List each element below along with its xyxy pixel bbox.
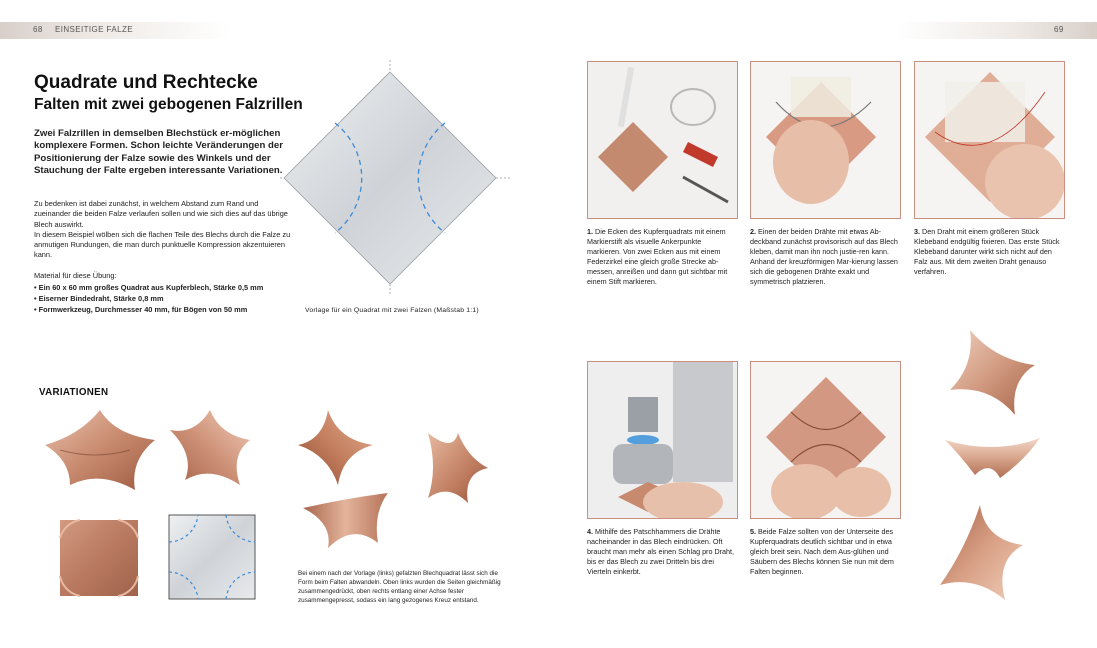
- page-number-right: 69: [1054, 25, 1064, 34]
- taping-photo: [750, 61, 901, 219]
- body-paragraph-2: In diesem Beispiel wölben sich die flachen Teile des Blechs durch die Falze zu anmutigen Rundungen, die man durch punktuelle Kompression akzentuieren kann.: [34, 229, 291, 260]
- variations-title: VARIATIONEN: [39, 387, 109, 398]
- material-item: • Ein 60 x 60 mm großes Quadrat aus Kupferblech, Stärke 0,5 mm: [34, 283, 264, 292]
- copper-fold-object: [293, 405, 378, 490]
- body-text: [34, 199, 294, 261]
- step-3-caption: 3. Den Draht mit einem größeren Stück Klebeband endgültig fixieren. Das erste Stück Klebeband darunter wirkt sich nicht auf den Falz aus. Mit dem zweiten Draht genauso verfahren.: [914, 227, 1060, 276]
- fixing-photo: [914, 61, 1065, 219]
- intro-paragraph: Zwei Falzrillen in demselben Blechstück er-möglichen komplexere Formen. Schon leichte Veränderungen der Positionierung der Falze sowie des Winkels und der Stauchung der Falte ergeben interessante Variationen.: [34, 128, 283, 177]
- hammer-photo: [587, 361, 738, 519]
- step-4-caption: 4. Mithilfe des Patschhammers die Drähte nacheinander in das Blech eindrücken. Oft braucht man mehr als einen Schlag pro Draht, bis er das Blech zu zwei Dritteln bis drei Vierteln einkerbt.: [587, 527, 735, 576]
- materials-list: [34, 282, 294, 315]
- step-2-caption: 2. Einen der beiden Drähte mit etwas Ab-deckband zunächst provisorisch auf das Blech kleben, damit man ihn noch justie-ren kann. Anhand der kreuzförmigen Mar-kierung lassen sich die gebogenen Drähte exakt und symmetrisch platzieren.: [750, 227, 898, 286]
- marking-photo: [587, 61, 738, 219]
- body-paragraph-1: Zu bedenken ist dabei zunächst, in welchem Abstand zum Rand und zueinander die beiden Falze verlaufen sollen und wie sich dies auf das übrige Blech auswirkt.: [34, 199, 288, 229]
- materials-label: Material für diese Übung:: [34, 271, 117, 280]
- copper-fold-object: [40, 405, 160, 495]
- copper-fold-object: [298, 488, 398, 553]
- copper-fold-object: [58, 518, 140, 598]
- square-template-diagram: [280, 60, 520, 300]
- step-5-caption: 5. Beide Falze sollten von der Unterseite des Kupferquadrats deutlich sichtbar und in etwa gleich breit sein. Nach dem Aus-glühen und Säubern des Blechs können Sie nun mit dem Falten beginnen.: [750, 527, 894, 576]
- copper-fold-object: [418, 428, 493, 508]
- square-template-diagram: [168, 514, 256, 600]
- material-item: • Eiserner Bindedraht, Stärke 0,8 mm: [34, 294, 164, 303]
- copper-fold-object: [935, 500, 1030, 605]
- section-label: EINSEITIGE FALZE: [55, 25, 133, 34]
- folded-sheet-photo: [750, 361, 901, 519]
- diagram-caption: Vorlage für ein Quadrat mit zwei Falzen (Maßstab 1:1): [305, 307, 479, 314]
- page-number-left: 68: [33, 25, 43, 34]
- page-title: Quadrate und Rechtecke: [34, 72, 258, 93]
- copper-fold-object: [940, 430, 1045, 485]
- header-band-right: [897, 22, 1097, 39]
- step-1-caption: 1. Die Ecken des Kupferquadrats mit einem Markierstift als visuelle Ankerpunkte markieren. Von zwei Ecken aus mit einem Federzirkel eine gleich große Strecke ab-messen, anreißen und dann gut sichtbar mit einem Stift markieren.: [587, 227, 728, 286]
- copper-fold-object: [160, 405, 260, 495]
- copper-fold-object: [940, 325, 1040, 420]
- metal-square: [284, 72, 496, 284]
- page-subtitle: Falten mit zwei gebogenen Falzrillen: [34, 96, 303, 113]
- variations-caption: Bei einem nach der Vorlage (links) gefalzten Blechquadrat lässt sich die Form beim Falten abwandeln. Oben links wurden die Seiten gleichmäßig zusammengedrückt, oben rechts entlang einer Achse fester zusammengepresst, sodass ein lang gezogenes Kreuz entstand.: [298, 570, 501, 605]
- material-item: • Formwerkzeug, Durchmesser 40 mm, für Bögen von 50 mm: [34, 305, 248, 314]
